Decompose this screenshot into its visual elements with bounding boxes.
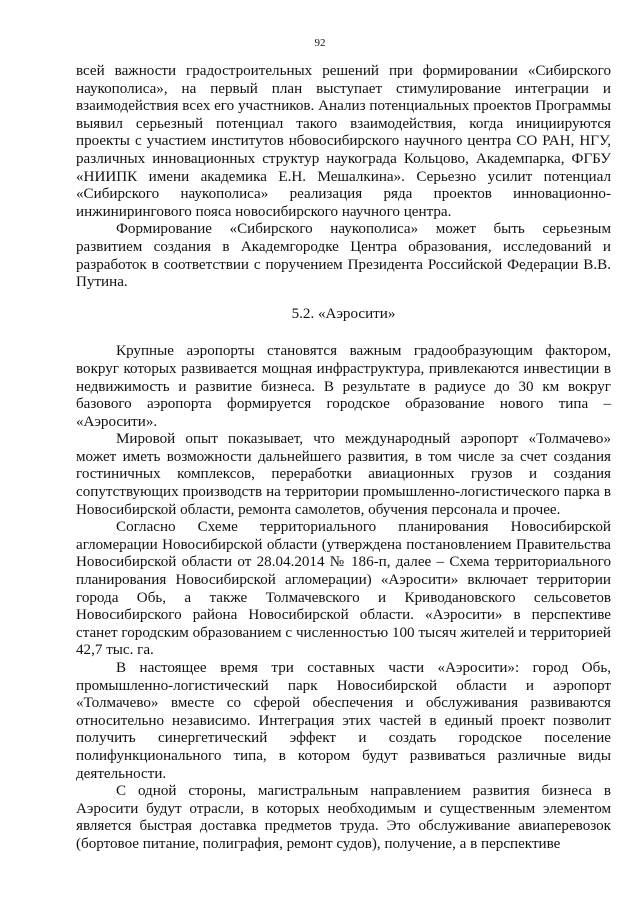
paragraph: Формирование «Сибирского наукополиса» может быть серьезным развитием создания в Академгородке Центра образования, исследований и разработок в соответствии с поручением Президента Российской Федерации В.В. Путина.: [76, 221, 611, 291]
body-text: [76, 63, 611, 854]
page-number: 92: [314, 37, 326, 49]
paragraph-continued: всей важности градостроительных решений при формировании «Сибирского наукополиса», на первый план выступает стимулирование интеграции и взаимодействия всех его участников. Анализ потенциальных проектов Программы выявил серьезный потенциал такого взаимодействия, когда инициируются проекты с участием институтов нбовосибирского научного центра СО РАН, НГУ, различных инновационных структур наукограда Кольцово, Академпарка, ФГБУ «НИИПК имени академика Е.Н. Мешалкина». Серьезно усилит потенциал «Сибирского наукополиса» реализация ряда проектов инновационно-инжинирингового пояса новосибирского научного центра.: [76, 63, 611, 220]
section-heading: 5.2. «Аэросити»: [291, 305, 396, 322]
paragraph: С одной стороны, магистральным направлением развития бизнеса в Аэросити будут отрасли, в которых необходимым и существенным элементом является быстрая доставка предметов труда. Это обслуживание авиаперевозок (бортовое питание, полиграфия, ремонт судов), получение, а в перспективе: [76, 783, 611, 852]
paragraph: В настоящее время три составных части «Аэросити»: город Обь, промышленно-логистический парк Новосибирской области и аэропорт «Толмачево» вместе со сферой обеспечения и обслуживания развиваются относительно независимо. Интеграция этих частей в единый проект позволит получить синергетический эффект и создать городское поселение полифункционального типа, в котором будут развиваться различные виды деятельности.: [76, 660, 611, 782]
paragraph: Крупные аэропорты становятся важным градообразующим фактором, вокруг которых развивается мощная инфраструктура, привлекаются инвестиции в недвижимость и развитие бизнеса. В результате в радиусе до 30 км вокруг базового аэропорта формируется городское образование нового типа – «Аэросити».: [76, 343, 611, 430]
paragraph: Мировой опыт показывает, что международный аэропорт «Толмачево» может иметь возможности дальнейшего развития, в том числе за счет создания гостиничных комплексов, переработки авиационных грузов и создания сопутствующих производств на территории промышленно-логистического парка в Новосибирской области, ремонта самолетов, обучения персонала и прочее.: [76, 431, 611, 518]
paragraph: Согласно Схеме территориального планирования Новосибирской агломерации Новосибирской области (утверждена постановлением Правительства Новосибирской области от 28.04.2014 № 186-п, далее – Схема территориального планирования Новосибирской агломерации) «Аэросити» включает территории города Обь, а также Толмачевского и Криводановского сельсоветов Новосибирского района Новосибирской области. «Аэросити» в перспективе станет городским образованием с численностью 100 тысяч жителей и территорией 42,7 тыс. га.: [76, 519, 611, 659]
